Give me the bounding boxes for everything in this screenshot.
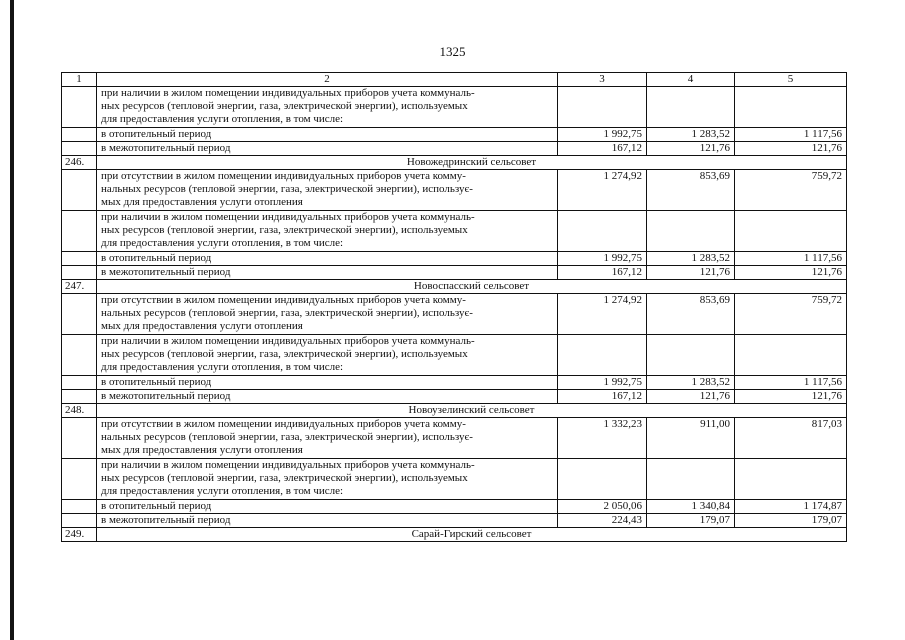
description-line: для предоставления услуги отопления, в том числе: (101, 237, 344, 249)
description-line: ных ресурсов (тепловой энергии, газа, электрической энергии), используемых (101, 224, 468, 236)
value-col-4: 853,69 (647, 294, 735, 335)
description-row (62, 459, 847, 500)
tariff-table (61, 72, 847, 542)
row-index (62, 500, 97, 514)
row-index (62, 128, 97, 142)
period-row (62, 500, 847, 514)
value-col-5: 121,76 (735, 266, 847, 280)
value-col-4 (647, 87, 735, 128)
period-label: в отопительный период (97, 500, 558, 514)
row-index (62, 390, 97, 404)
value-col-4: 121,76 (647, 390, 735, 404)
value-col-5: 1 174,87 (735, 500, 847, 514)
section-title: Сарай-Гирский сельсовет (97, 528, 847, 542)
value-col-5 (735, 335, 847, 376)
section-title: Новоузелинский сельсовет (97, 404, 847, 418)
description-line: ных ресурсов (тепловой энергии, газа, электрической энергии), используемых (101, 348, 468, 360)
row-index (62, 514, 97, 528)
period-row (62, 390, 847, 404)
period-row (62, 376, 847, 390)
value-col-5: 121,76 (735, 142, 847, 156)
section-row (62, 280, 847, 294)
value-col-3: 1 332,23 (558, 418, 647, 459)
row-index (62, 266, 97, 280)
header-col-3: 3 (558, 73, 647, 87)
row-index (62, 252, 97, 266)
section-index: 247. (62, 280, 97, 294)
row-description (97, 418, 558, 459)
description-line: при наличии в жилом помещении индивидуальных приборов учета коммуналь- (101, 211, 475, 223)
description-line: для предоставления услуги отопления, в том числе: (101, 361, 344, 373)
description-line: при отсутствии в жилом помещении индивидуальных приборов учета комму- (101, 418, 466, 430)
period-label: в отопительный период (97, 252, 558, 266)
value-col-5: 179,07 (735, 514, 847, 528)
value-col-4: 911,00 (647, 418, 735, 459)
value-col-4: 853,69 (647, 170, 735, 211)
period-label: в межотопительный период (97, 266, 558, 280)
row-description (97, 170, 558, 211)
description-row (62, 294, 847, 335)
row-description (97, 294, 558, 335)
section-index: 249. (62, 528, 97, 542)
row-index (62, 294, 97, 335)
description-line: нальных ресурсов (тепловой энергии, газа, электрической энергии), использує- (101, 431, 473, 443)
period-label: в межотопительный период (97, 390, 558, 404)
section-title: Новоспасский сельсовет (97, 280, 847, 294)
row-description (97, 335, 558, 376)
row-index (62, 418, 97, 459)
value-col-3: 1 992,75 (558, 252, 647, 266)
header-col-5: 5 (735, 73, 847, 87)
row-index (62, 459, 97, 500)
description-line: при наличии в жилом помещении индивидуальных приборов учета коммуналь- (101, 335, 475, 347)
row-index (62, 211, 97, 252)
section-index: 248. (62, 404, 97, 418)
description-row (62, 211, 847, 252)
row-description (97, 459, 558, 500)
description-line: нальных ресурсов (тепловой энергии, газа, электрической энергии), использує- (101, 307, 473, 319)
period-row (62, 266, 847, 280)
table-header-row (62, 73, 847, 87)
period-row (62, 142, 847, 156)
value-col-5: 759,72 (735, 294, 847, 335)
value-col-5: 1 117,56 (735, 376, 847, 390)
description-line: при наличии в жилом помещении индивидуальных приборов учета коммуналь- (101, 87, 475, 99)
scan-edge-bar (10, 0, 14, 640)
description-line: мых для предоставления услуги отопления (101, 196, 303, 208)
value-col-3: 167,12 (558, 390, 647, 404)
value-col-3: 1 992,75 (558, 128, 647, 142)
value-col-3: 1 274,92 (558, 294, 647, 335)
value-col-3 (558, 211, 647, 252)
header-col-2: 2 (97, 73, 558, 87)
period-label: в межотопительный период (97, 514, 558, 528)
value-col-4 (647, 335, 735, 376)
row-index (62, 87, 97, 128)
value-col-4: 121,76 (647, 266, 735, 280)
header-col-1: 1 (62, 73, 97, 87)
value-col-5: 1 117,56 (735, 252, 847, 266)
value-col-5: 759,72 (735, 170, 847, 211)
description-row (62, 170, 847, 211)
header-col-4: 4 (647, 73, 735, 87)
row-index (62, 335, 97, 376)
page-number: 1325 (439, 44, 466, 59)
value-col-5: 1 117,56 (735, 128, 847, 142)
value-col-3: 1 992,75 (558, 376, 647, 390)
description-line: при отсутствии в жилом помещении индивидуальных приборов учета комму- (101, 170, 466, 182)
section-index: 246. (62, 156, 97, 170)
value-col-3 (558, 87, 647, 128)
value-col-4: 121,76 (647, 142, 735, 156)
value-col-4: 1 283,52 (647, 128, 735, 142)
description-row (62, 418, 847, 459)
period-label: в отопительный период (97, 128, 558, 142)
section-title: Новожедринский сельсовет (97, 156, 847, 170)
period-label: в межотопительный период (97, 142, 558, 156)
value-col-4: 1 340,84 (647, 500, 735, 514)
description-line: нальных ресурсов (тепловой энергии, газа, электрической энергии), использує- (101, 183, 473, 195)
table-body (62, 73, 847, 542)
value-col-4: 1 283,52 (647, 376, 735, 390)
value-col-3: 2 050,06 (558, 500, 647, 514)
period-row (62, 128, 847, 142)
period-row (62, 252, 847, 266)
description-line: ных ресурсов (тепловой энергии, газа, электрической энергии), используемых (101, 472, 468, 484)
value-col-3 (558, 459, 647, 500)
section-row (62, 528, 847, 542)
value-col-5 (735, 87, 847, 128)
value-col-3: 1 274,92 (558, 170, 647, 211)
description-row (62, 87, 847, 128)
value-col-3 (558, 335, 647, 376)
row-index (62, 170, 97, 211)
section-row (62, 404, 847, 418)
value-col-5: 817,03 (735, 418, 847, 459)
description-line: для предоставления услуги отопления, в том числе: (101, 485, 344, 497)
value-col-5 (735, 459, 847, 500)
value-col-5: 121,76 (735, 390, 847, 404)
row-index (62, 142, 97, 156)
description-line: при наличии в жилом помещении индивидуальных приборов учета коммуналь- (101, 459, 475, 471)
description-line: для предоставления услуги отопления, в том числе: (101, 113, 344, 125)
value-col-5 (735, 211, 847, 252)
description-row (62, 335, 847, 376)
value-col-3: 167,12 (558, 266, 647, 280)
value-col-4 (647, 211, 735, 252)
value-col-4: 1 283,52 (647, 252, 735, 266)
value-col-4: 179,07 (647, 514, 735, 528)
row-index (62, 376, 97, 390)
description-line: ных ресурсов (тепловой энергии, газа, электрической энергии), используемых (101, 100, 468, 112)
value-col-4 (647, 459, 735, 500)
description-line: мых для предоставления услуги отопления (101, 444, 303, 456)
description-line: при отсутствии в жилом помещении индивидуальных приборов учета комму- (101, 294, 466, 306)
row-description (97, 211, 558, 252)
period-label: в отопительный период (97, 376, 558, 390)
description-line: мых для предоставления услуги отопления (101, 320, 303, 332)
row-description (97, 87, 558, 128)
section-row (62, 156, 847, 170)
value-col-3: 167,12 (558, 142, 647, 156)
value-col-3: 224,43 (558, 514, 647, 528)
period-row (62, 514, 847, 528)
